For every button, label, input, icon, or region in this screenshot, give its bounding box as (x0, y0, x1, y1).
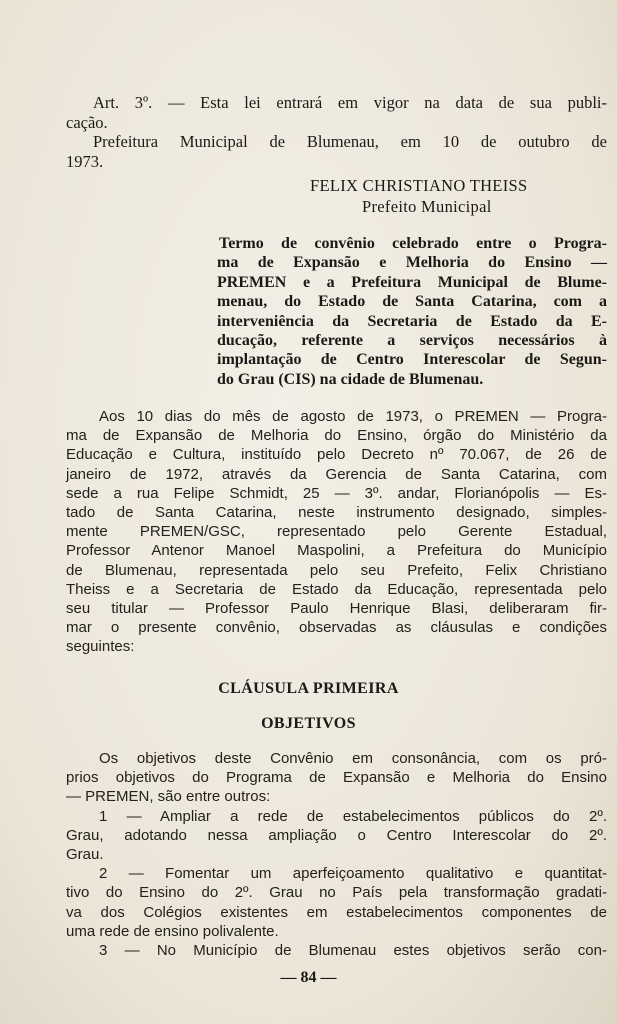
paragraph-line: Grau, adotando nessa ampliação o Centro Interescolar do 2º. (66, 826, 607, 844)
paragraph-line: sede a rua Felipe Schmidt, 25 — 3º. andar, Florianópolis — Es- (66, 484, 607, 502)
paragraph-line: uma rede de ensino polivalente. (66, 922, 279, 940)
paragraph-line: Os objetivos deste Convênio em consonância, com os pró- (99, 750, 607, 767)
paragraph-line: 2 — Fomentar um aperfeiçoamento qualitativo e quantitat- (99, 865, 607, 883)
paragraph-line: ma de Expansão de Melhoria do Ensino, órgão do Ministério da (66, 427, 607, 445)
summary-line: Termo de convênio celebrado entre o Progra- (219, 235, 607, 252)
paragraph-line: mar o presente convênio, observadas as cláusulas e condições (66, 619, 607, 637)
summary-line: implantação de Centro Interescolar de Segun- (217, 351, 607, 369)
article-line: Prefeitura Municipal de Blumenau, em 10 de outubro de (93, 132, 607, 152)
paragraph-line: seguintes: (66, 638, 135, 656)
article-block (66, 93, 607, 171)
paragraph-line: prios objetivos do Programa de Expansão e Melhoria do Ensino (66, 769, 607, 787)
paragraph-line: de Blumenau, representada pelo seu Prefeito, Felix Christiano (66, 561, 607, 579)
paragraph-line: seu titular — Professor Paulo Henrique Blasi, deliberaram fir- (66, 600, 607, 618)
objectives-heading: OBJETIVOS (261, 715, 356, 732)
clause-heading: CLÁUSULA PRIMEIRA (218, 680, 399, 697)
preamble-paragraph (66, 407, 607, 657)
paragraph-line: tivo do Ensino do 2º. Grau no País pela transformação gradati- (66, 884, 607, 902)
summary-line: interveniência da Secretaria de Estado da E- (217, 312, 607, 330)
summary-line: do Grau (CIS) na cidade de Blumenau. (217, 370, 484, 388)
page-number: — 84 — (280, 969, 337, 986)
signature-name: FELIX CHRISTIANO THEISS (310, 176, 528, 195)
paragraph-line: va dos Colégios existentes em estabelecimentos componentes de (66, 903, 607, 921)
signature-title: Prefeito Municipal (362, 197, 492, 216)
summary-line: PREMEN e a Prefeitura Municipal de Blume- (217, 273, 607, 291)
summary-line: ducação, referente a serviços necessários à (217, 332, 607, 350)
paragraph-line: 3 — No Município de Blumenau estes objetivos serão con- (99, 942, 607, 960)
objectives-paragraph (66, 749, 607, 960)
article-line: Art. 3º. — Esta lei entrará em vigor na data de sua publi- (93, 93, 607, 112)
article-line: 1973. (66, 151, 104, 171)
agreement-summary (217, 234, 607, 389)
paragraph-line: tado de Santa Catarina, neste instrumento designado, simples- (66, 504, 607, 522)
paragraph-line: Professor Antenor Manoel Maspolini, a Prefeitura do Município (66, 542, 607, 560)
paragraph-line: Theiss e a Secretaria de Estado da Educação, representada pelo (66, 580, 607, 598)
paragraph-line: Aos 10 dias do mês de agosto de 1973, o PREMEN — Progra- (99, 408, 607, 425)
summary-line: menau, do Estado de Santa Catarina, com a (217, 293, 607, 311)
paragraph-line: — PREMEN, são entre outros: (66, 788, 271, 806)
paragraph-line: Educação e Cultura, instituído pelo Decreto nº 70.067, de 26 de (66, 446, 607, 464)
paragraph-line: Grau. (66, 846, 104, 864)
paragraph-line: janeiro de 1972, através da Gerencia de Santa Catarina, com (66, 465, 607, 483)
article-line: cação. (66, 112, 108, 132)
paragraph-line: mente PREMEN/GSC, representado pelo Gerente Estadual, (66, 523, 607, 541)
paragraph-line: 1 — Ampliar a rede de estabelecimentos públicos do 2º. (99, 807, 607, 825)
summary-line: ma de Expansão e Melhoria do Ensino — (217, 254, 607, 272)
